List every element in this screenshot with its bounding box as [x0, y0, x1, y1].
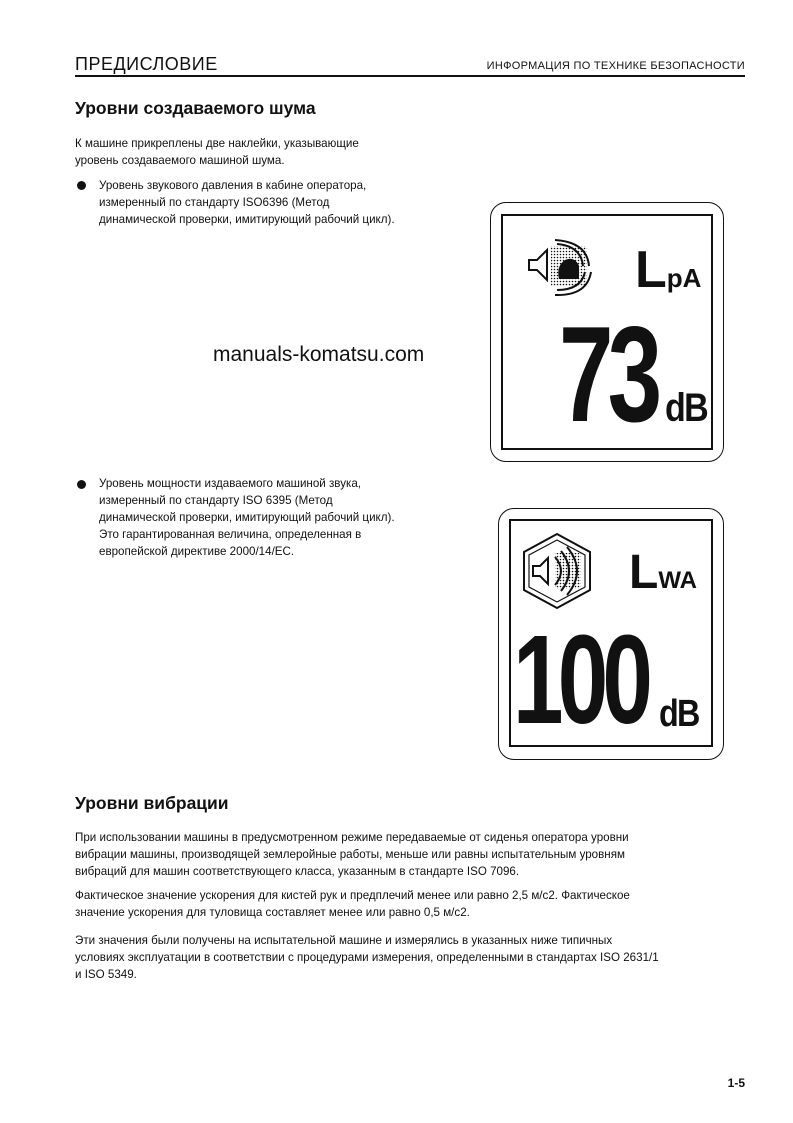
page-number: 1-5: [727, 1076, 745, 1090]
text-line: динамической проверки, имитирующий рабочий цикл).: [99, 213, 395, 226]
lwa-unit: dB: [659, 693, 699, 735]
text-line: и ISO 5349.: [75, 968, 137, 981]
text-line: вибраций для машин соответствующего класса, указанным в стандарте ISO 7096.: [75, 865, 520, 878]
text-line: Эти значения были получены на испытательной машине и измерялись в указанных ниже типичных: [75, 934, 613, 947]
text-line: К машине прикреплены две наклейки, указывающие: [75, 137, 359, 150]
text-line: Уровень мощности издаваемого машиной звука,: [99, 477, 361, 490]
watermark-text: manuals-komatsu.com: [213, 343, 425, 366]
lwa-sticker-frame: [509, 519, 713, 750]
lwa-metric-label: [629, 546, 697, 605]
vibration-para2: [75, 887, 744, 921]
lpa-value: 73: [559, 298, 657, 450]
bullet1-text: [99, 177, 446, 228]
text-line: значение ускорения для туловища составляет менее или равно 0,5 м/с2.: [75, 906, 470, 919]
text-line: условиях эксплуатации в соответствии с процедурами измерения, определенными в стандартах ISO 2631/1: [75, 951, 659, 964]
lpa-metric-sub: pA: [666, 263, 702, 293]
bullet2-text: [99, 475, 446, 560]
text-line: измеренный по стандарту ISO6396 (Метод: [99, 196, 330, 209]
bullet-icon: [77, 181, 86, 190]
speaker-hexagon-icon: [517, 531, 597, 611]
section-title: ПРЕДИСЛОВИЕ: [75, 54, 218, 74]
text-line: уровень создаваемого машиной шума.: [75, 154, 285, 167]
text-line: Это гарантированная величина, определенная в: [99, 528, 362, 541]
header-divider: [75, 75, 745, 77]
text-line: Уровень звукового давления в кабине оператора,: [99, 179, 367, 192]
vibration-heading: Уровни вибрации: [75, 793, 229, 813]
text-line: вибрации машины, производящей землеройные работы, меньше или равны испытательным уровням: [75, 848, 625, 861]
lpa-metric-main: L: [635, 241, 667, 299]
lpa-metric-label: [635, 241, 702, 304]
text-line: измеренный по стандарту ISO 6395 (Метод: [99, 494, 333, 507]
vibration-para3: [75, 932, 744, 983]
lwa-sticker: [498, 508, 724, 760]
noise-intro: [75, 135, 446, 169]
subsection-title: ИНФОРМАЦИЯ ПО ТЕХНИКЕ БЕЗОПАСНОСТИ: [486, 60, 745, 72]
lpa-unit: dB: [665, 386, 707, 430]
bullet-icon: [77, 480, 86, 489]
text-line: Фактическое значение ускорения для кистей рук и предплечий менее или равно 2,5 м/с2. Фактическое: [75, 889, 630, 902]
lwa-metric-main: L: [629, 546, 659, 599]
noise-heading: Уровни создаваемого шума: [75, 98, 316, 118]
lpa-sticker: [490, 202, 724, 462]
text-line: При использовании машины в предусмотренном режиме передаваемые от сиденья оператора уровни: [75, 831, 629, 844]
vibration-para1: [75, 829, 744, 880]
text-line: европейской директиве 2000/14/ЕС.: [99, 545, 295, 558]
lpa-sticker-frame: [501, 214, 713, 450]
speaker-head-icon: [523, 232, 603, 302]
lwa-metric-sub: WA: [658, 567, 697, 594]
text-line: динамической проверки, имитирующий рабочий цикл).: [99, 511, 395, 524]
lwa-value: 100: [513, 609, 648, 750]
